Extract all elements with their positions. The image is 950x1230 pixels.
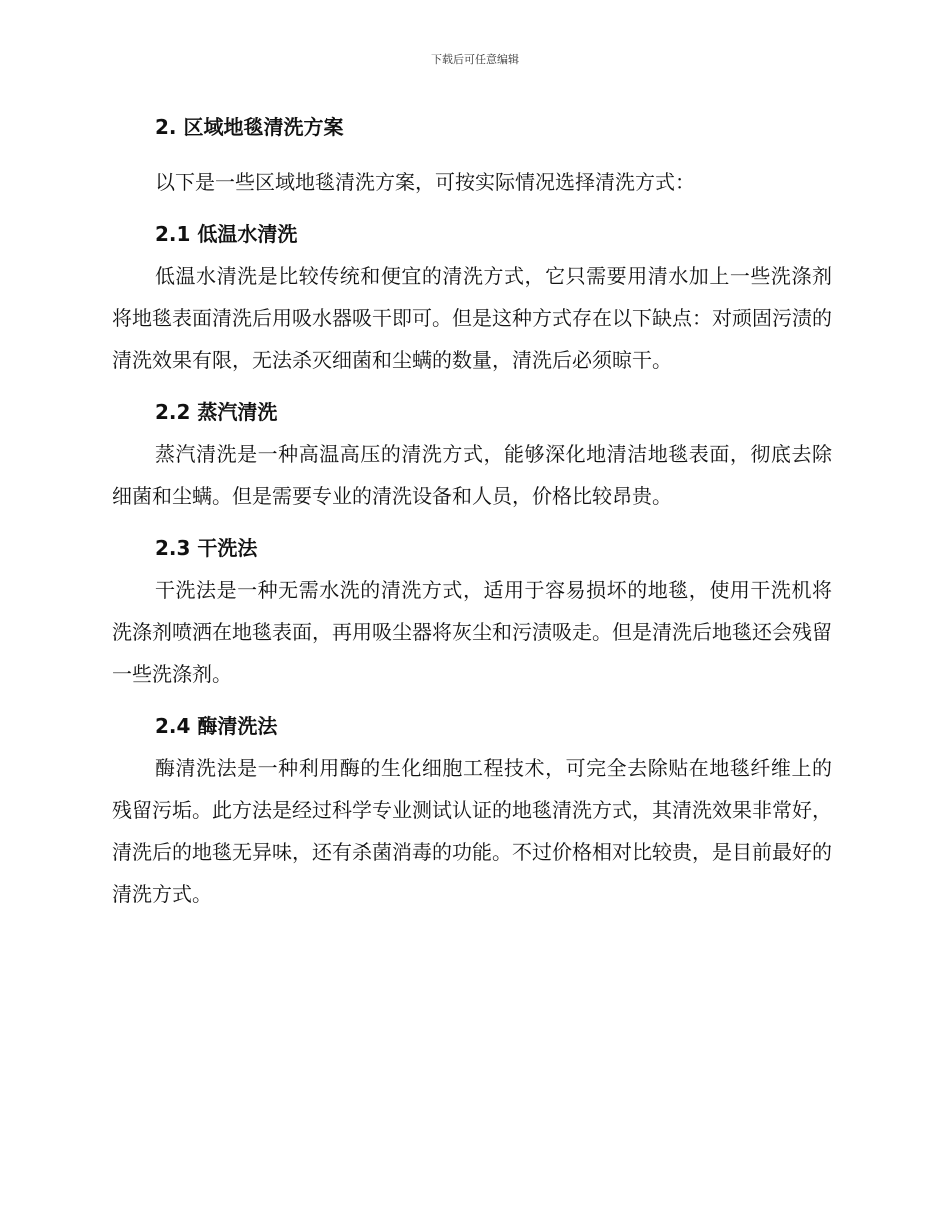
section-heading-2-2: 2.2 蒸汽清洗	[155, 400, 278, 424]
section-heading-2-1: 2.1 低温水清洗	[155, 222, 298, 246]
document-body	[112, 106, 832, 915]
page-header: 下载后可任意编辑	[431, 53, 519, 66]
intro-paragraph: 以下是一些区域地毯清洗方案，可按实际情况选择清洗方式：	[155, 170, 695, 194]
section-heading-2-4: 2.4 酶清洗法	[155, 714, 278, 738]
section-body-2-1: 低温水清洗是比较传统和便宜的清洗方式，它只需要用清水加上一些洗涤剂将地毯表面清洗后用吸水器吸干即可。但是这种方式存在以下缺点：对顽固污渍的清洗效果有限，无法杀灭细菌和尘螨的数量，清洗后必须晾干。	[112, 264, 832, 372]
section-heading-2-3: 2.3 干洗法	[155, 536, 258, 560]
section-body-2-3: 干洗法是一种无需水洗的清洗方式，适用于容易损坏的地毯，使用干洗机将洗涤剂喷洒在地毯表面，再用吸尘器将灰尘和污渍吸走。但是清洗后地毯还会残留一些洗涤剂。	[112, 578, 832, 686]
main-heading: 2. 区域地毯清洗方案	[155, 115, 344, 139]
section-body-2-2: 蒸汽清洗是一种高温高压的清洗方式，能够深化地清洁地毯表面，彻底去除细菌和尘螨。但是需要专业的清洗设备和人员，价格比较昂贵。	[112, 442, 832, 508]
section-body-2-4: 酶清洗法是一种利用酶的生化细胞工程技术，可完全去除贴在地毯纤维上的残留污垢。此方法是经过科学专业测试认证的地毯清洗方式，其清洗效果非常好，清洗后的地毯无异味，还有杀菌消毒的功能。不过价格相对比较贵，是目前最好的清洗方式。	[112, 756, 832, 906]
